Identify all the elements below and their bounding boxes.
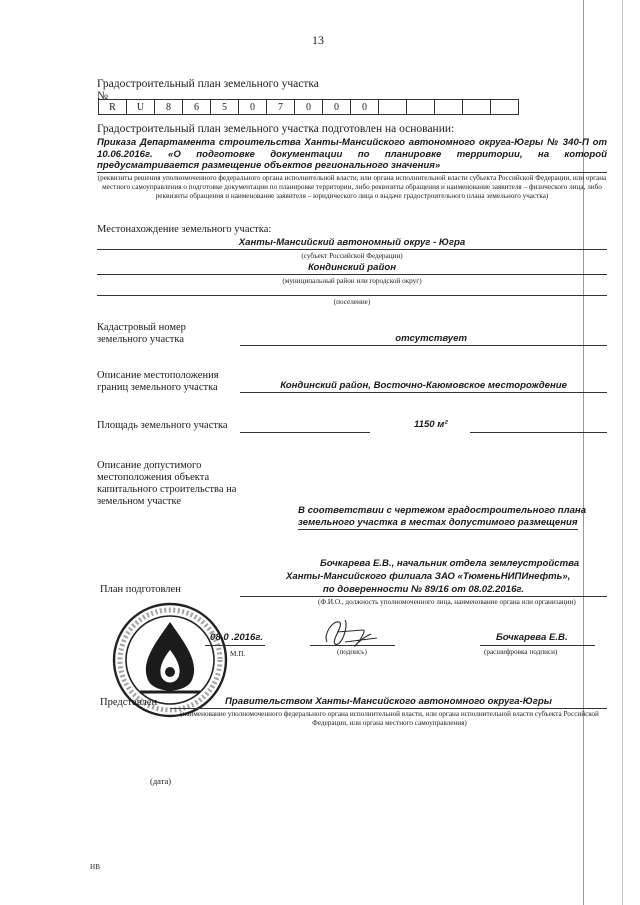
page-number: 13 [312,33,324,47]
signer-note: (расшифровка подписи) [484,648,558,656]
location-district: Кондинский район [97,261,607,275]
placement-line-2: земельного участка в местах допустимого размещения [298,517,578,528]
basis-heading: Градостроительный план земельного участка подготовлен на основании: [97,123,455,135]
presented-label: Представлен [100,697,158,708]
boundary-label: Описание местоположения границ земельного участка [97,370,219,393]
number-cell: 0 [323,100,351,115]
number-cell: 7 [267,100,295,115]
area-label: Площадь земельного участка [97,420,228,431]
prepared-label: План подготовлен [100,584,181,595]
number-cell: 0 [239,100,267,115]
number-cell [463,100,491,115]
prepared-line-2: Ханты-Мансийского филиала ЗАО «ТюменьНИПИнефть», [286,571,571,582]
number-cell [435,100,463,115]
location-subject: Ханты-Мансийский автономный округ - Югра [97,236,607,250]
number-cell [379,100,407,115]
sign-date: 08.0 .2016г. [210,632,264,643]
date-note: (дата) [150,776,172,786]
number-cell: 5 [211,100,239,115]
basis-note: (реквизиты решения уполномоченного федерального органа исполнительной власти, или органа исполнительной власти субъекта Российской Федерации, или органа местного самоуправления о подготовке документации по планировке территории, либо реквизиты обращения и наименование заявителя – физического лица, либо реквизиты обращения и наименование заявителя – юридического лица о выдаче градостроительного плана земельного участка) [97,174,607,200]
placement-line-1: В соответствии с чертежом градостроительного плана [298,505,587,516]
number-cell: 6 [183,100,211,115]
number-cell: 0 [295,100,323,115]
area-line [470,432,607,433]
number-cell [491,100,519,115]
number-cell: 8 [155,100,183,115]
placement-label: Описание допустимого местоположения объекта капитального строительства на земельном участке [97,460,237,507]
location-district-note: (муниципальный район или городской округ) [282,277,422,285]
signer-name: Бочкарева Е.В. [496,632,568,643]
number-cell: 0 [351,100,379,115]
number-cell: U [127,100,155,115]
scan-line [583,0,584,905]
location-settlement-note: (поселение) [333,298,371,306]
basis-text: Приказа Департамента строительства Ханты-Мансийского автономного округа-Югры № 340-П от 10.06.2016г. «О подготовке документации по планировке территории, на которой предусматривается размещение объектов регионального значения» [97,137,607,171]
location-label: Местонахождение земельного участка: [97,224,272,235]
location-subject-note: (субъект Российской Федерации) [301,252,403,260]
settlement-line [97,288,607,296]
prepared-line-3: по доверенности № 89/16 от 08.02.2016г. [240,584,607,597]
mp-label: М.П. [230,650,246,658]
scan-line [622,0,623,905]
signature-note: (подпись) [337,648,367,656]
prepared-line-1: Бочкарева Е.В., начальник отдела землеустройства [320,558,580,569]
corner-mark: HB [90,863,100,871]
presented-value: Правительством Ханты-Мансийского автономного округа-Югры [170,696,607,709]
gpzu-number-table [98,99,519,115]
number-cell: R [99,100,127,115]
area-line [240,432,370,433]
document-title: Градостроительный план земельного участка [97,78,319,90]
area-value: 1150 м² [414,419,448,430]
signer-line [480,645,595,646]
number-label: № [97,90,108,102]
cadastral-label: Кадастровый номер земельного участка [97,322,186,345]
handwritten-signature [315,612,385,652]
prepared-note: (Ф.И.О., должность уполномоченного лица, наименование органа или организации) [318,598,576,606]
number-cell [407,100,435,115]
presented-note: (наименование уполномоченного федерального органа исполнительной власти, или органа исполнительной власти субъекта Российской Федерации, или органа местного самоуправления) [180,710,599,727]
boundary-value: Кондинский район, Восточно-Каюмовское месторождение [240,380,607,393]
cadastral-value: отсутствует [240,333,607,346]
